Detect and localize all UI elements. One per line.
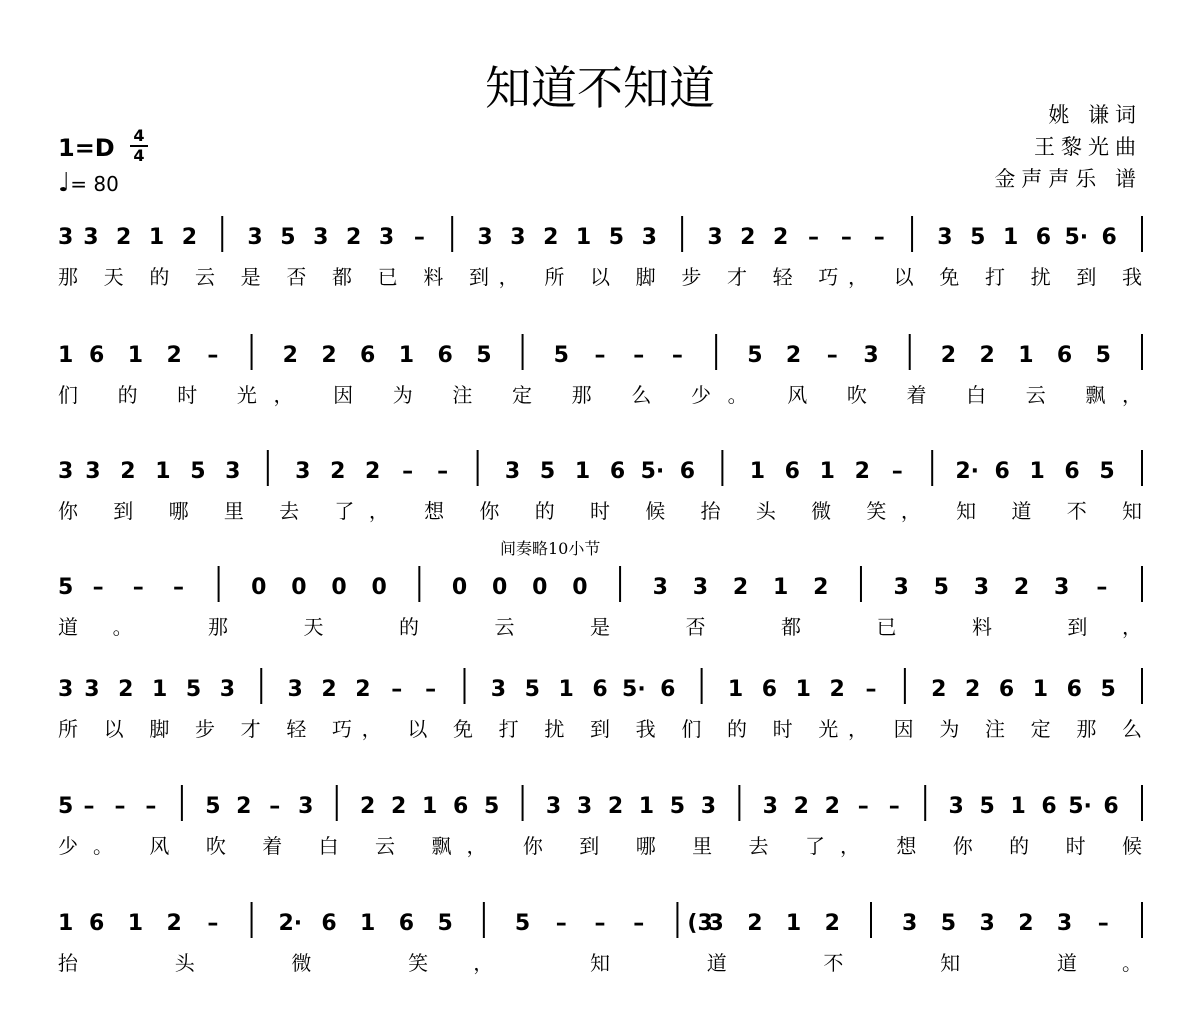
note: 1 [58,343,74,368]
note: – [207,343,219,368]
note: 2 [282,343,298,368]
note: 1 [1018,343,1034,368]
note: 6 [89,911,105,936]
note: 2 [330,459,346,484]
note: 3 [58,677,74,702]
note: 1 [148,225,165,250]
note: 3 [298,794,314,819]
note: 5 [58,794,74,819]
lyrics-line: 那 天 的 云 是 否 都 已 料 到， 所 以 脚 步 才 轻 巧， 以 免 打 扰 到 我 [58,265,1142,289]
note: 1 [1010,794,1026,819]
note: 6 [89,343,105,368]
note: 1 [727,677,744,702]
note: 2 [1018,911,1034,936]
note: 3 [762,794,778,819]
score-system [0,330,1200,440]
note: 2 [813,575,829,600]
lyricist-credit: 姚 谦词 [1048,103,1142,127]
lyrics-line: 们 的 时 光， 因 为 注 定 那 么 少。 风 吹 着 白 云 飘， [58,383,1142,407]
note: – [1096,575,1108,600]
lyrics-line: 你 到 哪 里 去 了， 想 你 的 时 候 抬 头 微 笑， 知 道 不 知 [58,499,1142,523]
note: 2 [360,794,376,819]
note: 1 [819,459,835,484]
note: 2 [785,343,802,368]
note: 6 [321,911,337,936]
note: 1 [1032,677,1049,702]
composer-credit: 王黎光曲 [1034,135,1142,159]
note: 1 [151,677,168,702]
note: 2· [278,911,303,936]
note: – [594,911,606,936]
note: 2 [543,225,559,250]
note: – [808,225,820,250]
interlude-note: 间奏略10小节 [500,539,601,558]
note: 1 [574,459,591,484]
note: 5 [539,459,556,484]
note: 5 [280,225,296,250]
note: 1 [127,911,144,936]
note: 0 [251,575,267,600]
note: 5 [524,677,540,702]
note: – [425,677,437,702]
score-system [0,898,1200,1008]
note: – [437,459,449,484]
song-title: 知道不知道 [485,61,715,115]
note: 1 [749,459,766,484]
note: 6 [994,459,1010,484]
note: 6 [1101,225,1117,250]
note: 5 [970,225,986,250]
time-signature-top: 4 [133,126,145,145]
note: 2 [321,677,337,702]
note: 6 [1041,794,1057,819]
note: 2· [955,459,979,484]
note: 3 [973,575,990,600]
note: 3 [504,459,521,484]
note: 2 [732,575,749,600]
note: – [145,794,157,819]
note: 6 [998,677,1015,702]
note: 2 [793,794,809,819]
note: – [207,911,219,936]
note: 0 [291,575,307,600]
note: 2 [120,459,136,484]
note: 6 [1066,677,1082,702]
note: 2 [391,794,407,819]
note: – [92,575,104,600]
score-system [0,446,1200,556]
note: 3 [378,225,395,250]
note: 3 [707,225,723,250]
note: 6 [660,677,676,702]
note: 3 [313,225,329,250]
note: 3 [937,225,953,250]
note: 5 [483,794,500,819]
note: 3 [576,794,593,819]
note: 3 [545,794,562,819]
note: – [269,794,281,819]
note: 3 [58,225,74,250]
note: – [873,225,885,250]
note: 0 [572,575,588,600]
note: 6 [592,677,608,702]
note: 1 [127,343,144,368]
note: 2 [829,677,845,702]
note: 6 [360,343,376,368]
note: 5 [553,343,569,368]
note: 6 [761,677,778,702]
note: 2 [236,794,252,819]
note: 3 [708,911,724,936]
note: 5 [933,575,949,600]
note: 5· [622,677,646,702]
note: 3 [225,459,241,484]
note: – [888,794,900,819]
note: – [891,459,903,484]
tempo-marking [58,168,119,198]
note: 3 [58,459,74,484]
note: 3 [700,794,717,819]
note: – [391,677,403,702]
note: – [172,575,184,600]
note: – [671,343,683,368]
note: – [857,794,869,819]
note: 3 [902,911,918,936]
note: 6 [1056,343,1073,368]
note: 2 [773,225,789,250]
note: 3 [948,794,964,819]
note: 1 [155,459,171,484]
time-signature [130,128,148,164]
note: 5· [640,459,665,484]
lyrics-line: 抬 头 微 笑， 知 道 不 知 道。 [58,951,1142,975]
note: 5· [1068,794,1092,819]
note: 5 [1099,459,1115,484]
note: 3 [641,225,657,250]
note: 5 [58,575,74,600]
note: – [402,459,414,484]
note: 5 [437,911,453,936]
lyrics-line: 所 以 脚 步 才 轻 巧， 以 免 打 扰 到 我 们 的 时 光， 因 为 注 定 那 么 [58,717,1142,741]
note: 6 [437,343,453,368]
note: – [132,575,144,600]
note: 6 [1103,794,1119,819]
note: 0 [532,575,548,600]
note: 3 [979,911,995,936]
note: 2 [166,911,182,936]
note: 1 [785,911,802,936]
note: – [1097,911,1109,936]
note: 2 [166,343,182,368]
note: 3 [692,575,709,600]
note: 3 [247,225,263,250]
note: 3 [83,225,99,250]
note: – [114,794,126,819]
note: 2 [824,794,840,819]
note: 5 [979,794,995,819]
note: 6 [679,459,696,484]
note: – [865,677,877,702]
note: 1 [422,794,438,819]
note: 2 [854,459,870,484]
note: – [555,911,567,936]
note: 6 [609,459,626,484]
note: 6 [1035,225,1052,250]
note: 5 [1100,677,1116,702]
note: 6 [452,794,469,819]
note: 5 [608,225,625,250]
note: – [83,794,95,819]
note: 2 [740,225,756,250]
note: 3 [84,677,100,702]
score-system [0,212,1200,322]
key-signature: 1=D [58,134,115,162]
note: 1 [638,794,655,819]
note: 3 [295,459,311,484]
note: 0 [451,575,468,600]
note: 0 [331,575,347,600]
note: 2 [1013,575,1030,600]
note: 1 [360,911,376,936]
arranger-credit: 金声声乐 谱 [994,167,1142,191]
note: 5 [514,911,531,936]
note: 2 [964,677,981,702]
note: 5 [476,343,492,368]
note: 1 [795,677,811,702]
note: 2 [940,343,957,368]
note: 1 [773,575,789,600]
note: (3 [687,911,713,936]
note: 3 [1056,911,1073,936]
time-signature-bottom: 4 [133,146,145,165]
note: 5· [1064,225,1089,250]
note: 1 [398,343,415,368]
note: 6 [784,459,800,484]
note: 6 [1064,459,1080,484]
lyrics-line: 少。 风 吹 着 白 云 飘， 你 到 哪 里 去 了， 想 你 的 时 候 [58,834,1143,858]
score-system [0,664,1200,774]
tempo-value: = 80 [70,172,119,196]
note: 3 [287,677,303,702]
note: – [633,911,645,936]
note: 5 [940,911,957,936]
note: – [840,225,852,250]
lyrics-line: 道。 那 天 的 云 是 否 都 已 料 到， [58,615,1142,639]
note: 2 [931,677,947,702]
note: 0 [371,575,387,600]
note: 3 [893,575,909,600]
note: 1 [1002,225,1019,250]
note: – [633,343,645,368]
note: – [413,225,425,250]
note: 6 [398,911,415,936]
note: 3 [510,225,526,250]
note: 3 [219,677,236,702]
note: 1 [575,225,592,250]
note: 0 [491,575,508,600]
note: 2 [118,677,134,702]
note: 2 [979,343,995,368]
note: 5 [190,459,206,484]
note: 5 [1095,343,1111,368]
note: 2 [181,225,198,250]
note: 3 [490,677,507,702]
quarter-note-icon: ♩ [58,168,71,198]
note: 3 [863,343,879,368]
note: 2 [355,677,371,702]
note: 1 [1029,459,1045,484]
note: 3 [1054,575,1070,600]
note: 2 [321,343,337,368]
note: 3 [652,575,668,600]
note: 3 [85,459,101,484]
note: 5 [669,794,686,819]
note: 5 [205,794,221,819]
note: – [594,343,606,368]
note: 2 [824,911,840,936]
note: 2 [607,794,624,819]
score-system [0,562,1200,672]
note: 2 [747,911,763,936]
note: 1 [58,911,74,936]
note: 1 [558,677,574,702]
note: 5 [747,343,763,368]
note: 3 [477,225,493,250]
note: 2 [345,225,362,250]
note: 2 [365,459,381,484]
note: 5 [185,677,202,702]
note: 2 [116,225,132,250]
score-system [0,781,1200,891]
note: – [826,343,838,368]
